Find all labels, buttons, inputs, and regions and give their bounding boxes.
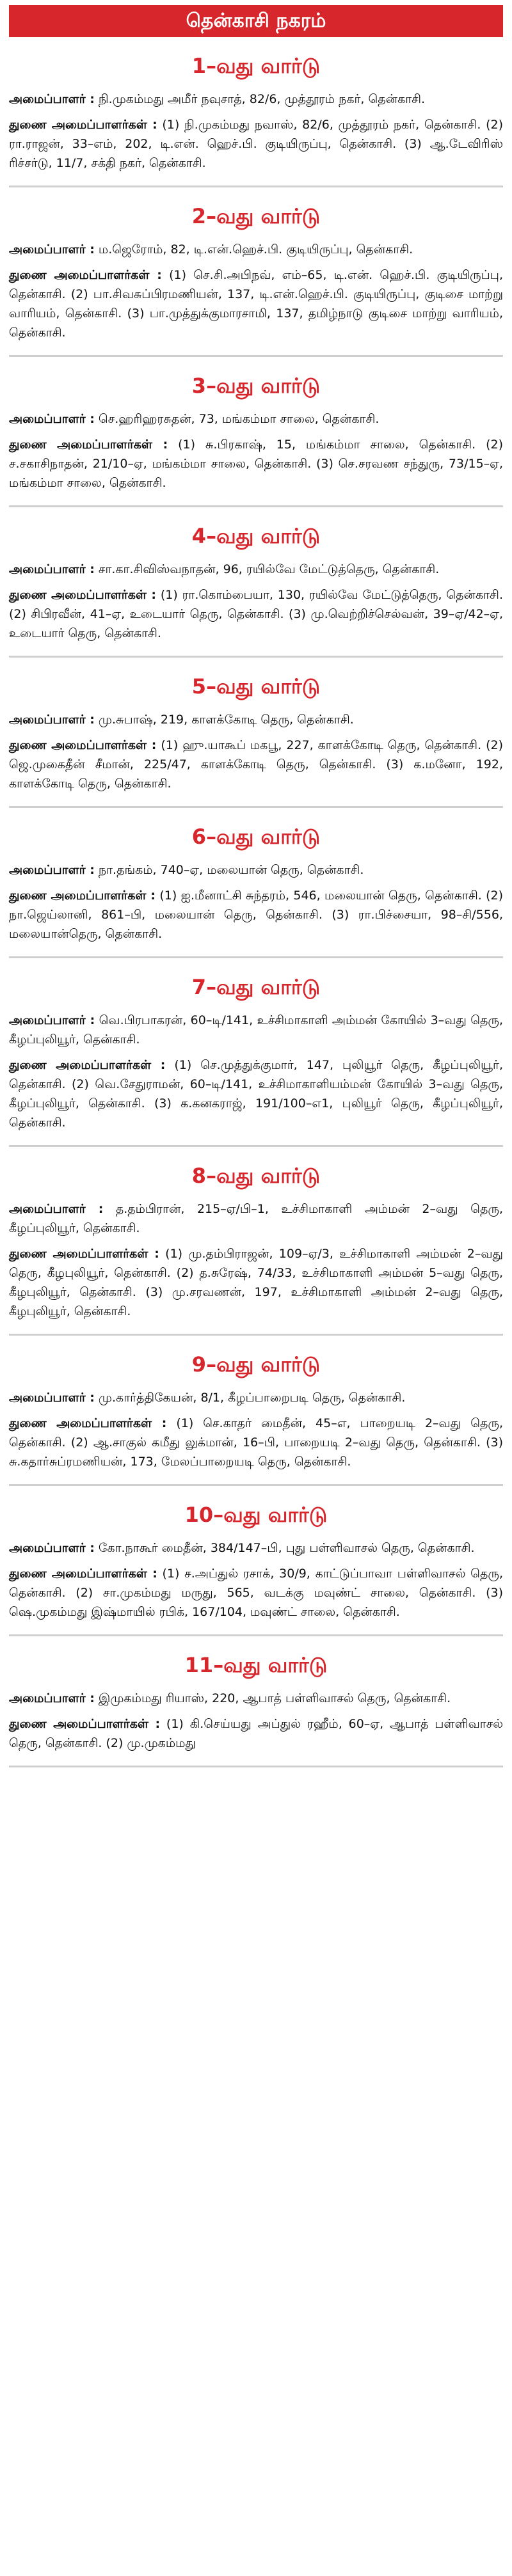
deputy-label: துணை அமைப்பாளர்கள் : [9,1717,161,1731]
ward-title: 2–வது வார்டு [191,204,321,228]
ward-deputy-organizers [9,1055,503,1132]
ward-title: 6–வது வார்டு [191,825,321,849]
organizer-details: கோ.நாகூர் மைதீன், 384/147–பி, புது பள்ளிவாசல் தெரு, தென்காசி. [98,1541,475,1555]
ward-organizer [9,1011,503,1049]
ward-section [9,1636,503,1767]
ward-section [9,37,503,187]
deputy-label: துணை அமைப்பாளர்கள் : [9,1247,159,1261]
ward-list [9,37,503,1767]
ward-title: 11–வது வார்டு [184,1653,328,1677]
ward-deputy-organizers [9,585,503,643]
organizer-details: த.தம்பிரான், 215–ஏ/பி–1, உச்சிமாகாளி அம்மன் 2–வது தெரு, கீழப்புலியூர், தென்காசி. [9,1202,503,1235]
ward-section [9,958,503,1147]
ward-title: 4–வது வார்டு [191,524,321,548]
deputy-label: துணை அமைப்பாளர்கள் : [9,438,168,452]
organizer-details: நா.தங்கம், 740–ஏ, மலையான் தெரு, தென்காசி. [98,863,364,877]
ward-organizer [9,1388,503,1407]
organizer-label: அமைப்பாளர் : [9,1691,95,1705]
deputy-label: துணை அமைப்பாளர்கள் : [9,889,156,903]
organizer-details: மு.கார்த்திகேயன், 8/1, கீழப்பாறைபடி தெரு, தென்காசி. [98,1391,406,1405]
ward-organizer [9,1538,503,1558]
ward-deputy-organizers [9,736,503,793]
ward-section [9,1486,503,1636]
section-header: தென்காசி நகரம் [9,5,503,37]
ward-organizer [9,560,503,579]
organizer-label: அமைப்பாளர் : [9,1013,95,1027]
organizer-details: சா.கா.சிவிஸ்வநாதன், 96, ரயில்வே மேட்டுத்தெரு, தென்காசி. [98,562,440,576]
organizer-label: அமைப்பாளர் : [9,713,95,727]
organizer-details: ம.ஜெரோம், 82, டி.என்.ஹெச்.பி. குடியிருப்பு, தென்காசி. [98,242,413,257]
deputy-details: (1) நி.முகம்மது நவாஸ், 82/6, முத்தூரம் நகர், தென்காசி. (2) ரா.ராஜன், 33–எம், 202, டி.என். ஹெச்.பி. குடியிருப்பு, தென்காசி. (3) ஆ.டேவிரிஸ் ரிச்சர்டு, 11/7, சக்தி நகர், தென்காசி. [9,118,504,170]
organizer-label: அமைப்பாளர் : [9,562,95,576]
deputy-label: துணை அமைப்பாளர்கள் : [9,268,162,282]
deputy-details: (1) கி.செய்யது அப்துல் ரஹீம், 60–ஏ, ஆபாத் பள்ளிவாசல் தெரு, தென்காசி. (2) மு.முகம்மது [9,1717,503,1750]
ward-section [9,1147,503,1336]
ward-deputy-organizers [9,1244,503,1321]
deputy-details: (1) மு.தம்பிராஜன், 109–ஏ/3, உச்சிமாகாளி அம்மன் 2–வது தெரு, கீழபுலியூர், தென்காசி. (2) த.சுரேஷ், 74/33, உச்சிமாகாளி அம்மன் 5–வது தெரு, கீழபுலியூர், தென்காசி. (3) மு.சரவணன், 197, உச்சிமாகாளி அம்மன் 2–வது தெரு, கீழபுலியூர், தென்காசி. [9,1247,504,1318]
ward-deputy-organizers [9,1564,503,1622]
organizer-label: அமைப்பாளர் : [9,412,95,426]
deputy-label: துணை அமைப்பாளர்கள் : [9,738,157,752]
deputy-details: (1) ச.அப்துல் ரசாக், 30/9, காட்டுப்பாவா பள்ளிவாசல் தெரு, தென்காசி. (2) சா.முகம்மது மருது, 565, வடக்கு மவுண்ட் சாலை, தென்காசி. (3) ஷெ.முகம்மது இஷ்மாயில் ரபிக், 167/104, மவுண்ட் சாலை, தென்காசி. [9,1567,503,1619]
ward-section [9,658,503,808]
deputy-details: (1) செ.காதர் மைதீன், 45–எ, பாறையடி 2–வது தெரு, தென்காசி. (2) ஆ.சாகுல் கமீது லுக்மான், 16–பி, பாறையடி 2–வது தெரு, தென்காசி. (3) சு.கதார்சுப்ரமணியன், 173, மேலப்பாறையடி தெரு, தென்காசி. [9,1416,504,1469]
deputy-details: (1) செ.சி.அபிநவ், எம்–65, டி.என். ஹெச்.பி. குடியிருப்பு, தென்காசி. (2) பா.சிவசுப்பிரமணியன், 137, டி.என்.ஹெச்.பி. குடியிருப்பு, குடிசை மாற்று வாரியம், தென்காசி. (3) பா.முத்துக்குமாரசாமி, 137, தமிழ்நாடு குடிசை மாற்று வாரியம், தென்காசி. [9,268,503,340]
ward-title: 9–வது வார்டு [191,1352,321,1377]
deputy-details: (1) ஹு.யாகூப் மகபூ, 227, காளக்கோடி தெரு, தென்காசி. (2) ஜெ.முகைதீன் சீமான், 225/47, காளக்கோடி தெரு, தென்காசி. (3) க.மனோ, 192, காளக்கோடி தெரு, தென்காசி. [9,738,504,791]
ward-section [9,1336,503,1486]
organizer-label: அமைப்பாளர் : [9,92,95,106]
organizer-details: மு.சுபாஷ், 219, காளக்கோடி தெரு, தென்காசி. [98,713,354,727]
ward-deputy-organizers [9,265,503,342]
ward-section [9,187,503,357]
ward-title: 10–வது வார்டு [184,1503,328,1527]
ward-organizer [9,90,503,109]
ward-section [9,357,503,507]
deputy-details: (1) செ.முத்துக்குமார், 147, புலியூர் தெரு, கீழப்புலியூர், தென்காசி. (2) வெ.சேதுராமன், 60–டி/141, உச்சிமாகாளியம்மன் கோயில் 3–வது தெரு, கீழப்புலியூர், தென்காசி. (3) க.கனகராஜ், 191/100–எ1, புலியூர் தெரு, கீழப்புலியூர், தென்காசி. [9,1058,503,1130]
ward-organizer [9,1199,503,1238]
organizer-label: அமைப்பாளர் : [9,1391,95,1405]
ward-deputy-organizers [9,886,503,944]
organizer-label: அமைப்பாளர் : [9,1541,95,1555]
ward-title: 7–வது வார்டு [191,975,321,999]
ward-title: 5–வது வார்டு [191,674,321,699]
deputy-details: (1) ரா.கொம்பையா, 130, ரயில்வே மேட்டுத்தெரு, தென்காசி. (2) சிபிரவீன், 41–ஏ, உடையார் தெரு, தென்காசி. (3) மு.வெற்றிச்செல்வன், 39–ஏ/42–ஏ, உடையார் தெரு, தென்காசி. [9,588,503,640]
deputy-label: துணை அமைப்பாளர்கள் : [9,1058,166,1072]
ward-deputy-organizers [9,1414,503,1471]
ward-deputy-organizers [9,115,503,173]
ward-organizer [9,409,503,429]
deputy-label: துணை அமைப்பாளர்கள் : [9,1416,167,1430]
organizer-details: நி.முகம்மது அமீர் நவுசாத், 82/6, முத்தூரம் நகர், தென்காசி. [98,92,426,106]
organizer-label: அமைப்பாளர் : [9,242,95,257]
organizer-details: இமுகம்மது ரியாஸ், 220, ஆபாத் பள்ளிவாசல் தெரு, தென்காசி. [98,1691,451,1705]
ward-organizer [9,240,503,259]
deputy-details: (1) சு.பிரகாஷ், 15, மங்கம்மா சாலை, தென்காசி. (2) ச.சகாசிநாதன், 21/10–ஏ, மங்கம்மா சாலை, தென்காசி. (3) செ.சரவண சந்துரு, 73/15–ஏ, மங்கம்மா சாலை, தென்காசி. [9,438,503,490]
ward-organizer [9,1689,503,1708]
organizer-details: செ.ஹரிஹரசுதன், 73, மங்கம்மா சாலை, தென்காசி. [98,412,380,426]
deputy-details: (1) ஐ.மீனாட்சி சுந்தரம், 546, மலையான் தெரு, தென்காசி. (2) நா.ஜெய்லானி, 861–பி, மலையான் தெரு, தென்காசி. (3) ரா.பிச்சையா, 98–சி/556, மலையான்தெரு, தென்காசி. [9,889,504,941]
ward-section [9,808,503,958]
ward-organizer [9,860,503,880]
organizer-details: வெ.பிரபாகரன், 60–டி/141, உச்சிமாகாளி அம்மன் கோயில் 3–வது தெரு, கீழப்புலியூர், தென்காசி. [9,1013,504,1047]
ward-organizer [9,710,503,729]
organizer-label: அமைப்பாளர் : [9,863,95,877]
deputy-label: துணை அமைப்பாளர்கள் : [9,588,157,602]
organizer-label: அமைப்பாளர் : [9,1202,104,1216]
ward-deputy-organizers [9,435,503,493]
deputy-label: துணை அமைப்பாளர்கள் : [9,118,157,132]
ward-section [9,507,503,658]
deputy-label: துணை அமைப்பாளர்கள் : [9,1567,157,1581]
ward-title: 3–வது வார்டு [191,374,321,398]
ward-title: 1–வது வார்டு [191,54,321,78]
ward-deputy-organizers [9,1714,503,1753]
ward-title: 8–வது வார்டு [191,1164,321,1188]
